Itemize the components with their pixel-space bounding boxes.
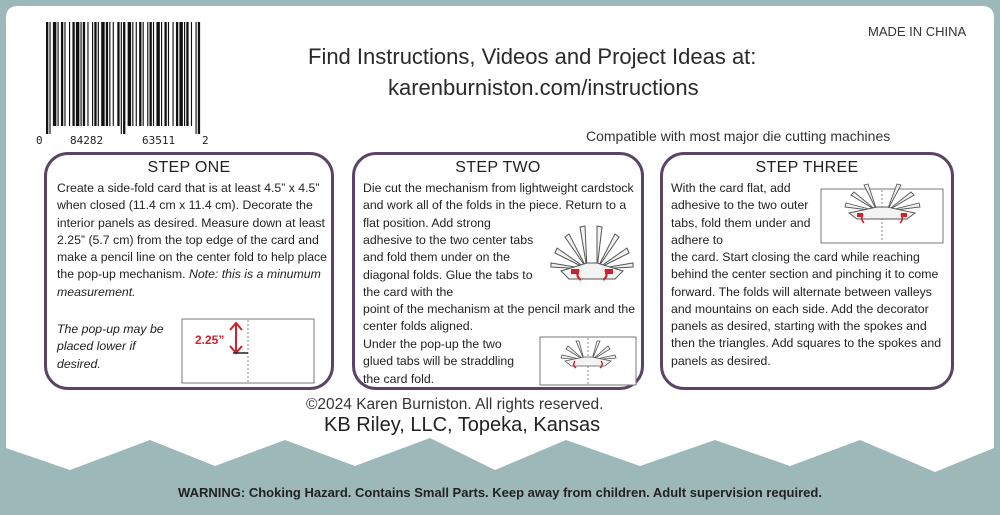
- compatibility-note: Compatible with most major die cutting machines: [586, 128, 891, 144]
- barcode-bar: [121, 22, 122, 134]
- step-two-title: STEP TWO: [455, 159, 541, 176]
- step-one-side-text: The pop-up may be placed lower if desired.: [57, 322, 164, 371]
- instructions-url[interactable]: karenburniston.com/instructions: [388, 75, 699, 100]
- step-three-title: STEP THREE: [755, 159, 859, 176]
- barcode-bar: [132, 22, 133, 126]
- barcode-bar: [168, 22, 169, 126]
- barcode-bar: [49, 22, 50, 134]
- barcode-bar: [164, 22, 166, 126]
- barcode-bar: [128, 22, 131, 126]
- barcode-bar: [46, 22, 48, 134]
- barcode-bar: [139, 22, 141, 126]
- step-one-title: STEP ONE: [147, 159, 231, 176]
- barcode-bar: [81, 22, 82, 126]
- barcode-bar: [83, 22, 85, 126]
- barcode-bar: [136, 22, 137, 126]
- warning-label: WARNING:: [178, 485, 246, 500]
- card-placement-diagram: [539, 336, 639, 388]
- barcode-bar: [113, 22, 114, 126]
- barcode-bar: [72, 22, 74, 126]
- barcode-digits-group2: 63511: [142, 134, 176, 147]
- barcode-bar: [147, 22, 148, 126]
- made-in-label: MADE IN CHINA: [868, 24, 967, 39]
- barcode-bar: [98, 22, 99, 126]
- choking-warning: [0, 485, 1000, 500]
- step-two-bottom-text: Under the pop-up the two glued tabs will be straddling the card fold.: [363, 337, 515, 386]
- barcode-bar: [117, 22, 119, 126]
- step-one-note: Note: this is a minumum measurement.: [57, 267, 321, 299]
- barcode-bar: [198, 22, 200, 134]
- company-name: KB Riley, LLC, Topeka, Kansas: [324, 414, 601, 436]
- barcode-bar: [143, 22, 144, 126]
- barcode-bar: [196, 22, 197, 134]
- measure-label: 2.25”: [195, 333, 225, 347]
- mechanism-fold-diagram: [545, 223, 639, 289]
- barcode-bar: [76, 22, 79, 126]
- barcode-bar: [61, 22, 63, 126]
- step-two-top-text: Die cut the mechanism from lightweight cardstock and work all of the folds in the piece. Return to a flat position. Add strong: [363, 181, 634, 230]
- copyright-notice: ©2024 Karen Burniston. All rights reserved.: [306, 396, 604, 413]
- barcode-digit-right: 2: [202, 134, 209, 147]
- barcode-bar: [123, 22, 125, 134]
- outer-tabs-diagram: [819, 183, 947, 247]
- barcode-bar: [58, 22, 59, 126]
- barcode-bar: [109, 22, 110, 126]
- barcode-bar: [161, 22, 162, 126]
- barcode-bar: [176, 22, 178, 126]
- step-one-panel: [44, 152, 334, 390]
- barcode-bar: [69, 22, 70, 126]
- barcode-bar: [87, 22, 88, 126]
- step-two-panel: [352, 152, 644, 390]
- step-three-rest-text: the card. Start closing the card while reaching behind the center section and pinching it to come forward. The folds will alternate between valleys and mountains on each side. Add the decorator panels as desired, starting with the spokes and then the triangles. Add squares to the spokes and panels as desired.: [671, 250, 942, 368]
- barcode-bar: [191, 22, 192, 126]
- barcode-bar: [186, 22, 188, 126]
- barcode-bar: [153, 22, 154, 126]
- step-three-wrap-text: With the card flat, add adhesive to the two outer tabs, fold them under and adhere to: [671, 181, 811, 247]
- barcode-bar: [156, 22, 159, 126]
- step-one-text: [57, 180, 329, 301]
- step-one-main-text: Create a side-fold card that is at least 4.5” x 4.5” when closed (11.4 cm x 11.4 cm). Decorate the interior panels as desired. Measure down at least 2.25” (5.7 cm) from the top edge of the card and make a pencil line on the center fold to help place the pop-up mechanism.: [57, 181, 328, 282]
- barcode-digit-left: 0: [36, 134, 43, 147]
- step-two-mid-text: point of the mechanism at the pencil mark and the center folds aligned.: [363, 302, 636, 334]
- barcode-bar: [184, 22, 185, 126]
- barcode-bar: [173, 22, 174, 126]
- card-measure-diagram: [181, 318, 317, 386]
- barcode-bar: [53, 22, 56, 126]
- step-three-panel: [660, 152, 954, 390]
- barcode-bar: [64, 22, 65, 126]
- barcode-bar: [101, 22, 104, 126]
- warning-text: Choking Hazard. Contains Small Parts. Keep away from children. Adult supervision required.: [248, 485, 822, 500]
- barcode-bar: [92, 22, 93, 126]
- barcode-bar: [94, 22, 96, 126]
- instructions-heading: Find Instructions, Videos and Project Ideas at:: [308, 44, 757, 69]
- step-two-wrap-text: adhesive to the two center tabs and fold them under on the diagonal folds. Glue the tabs to the card with the: [363, 233, 534, 299]
- barcode-icon: [44, 22, 202, 134]
- barcode-bar: [179, 22, 182, 126]
- barcode-bar: [106, 22, 108, 126]
- barcode-digits-group1: 84282: [70, 134, 104, 147]
- barcode-bar: [150, 22, 152, 126]
